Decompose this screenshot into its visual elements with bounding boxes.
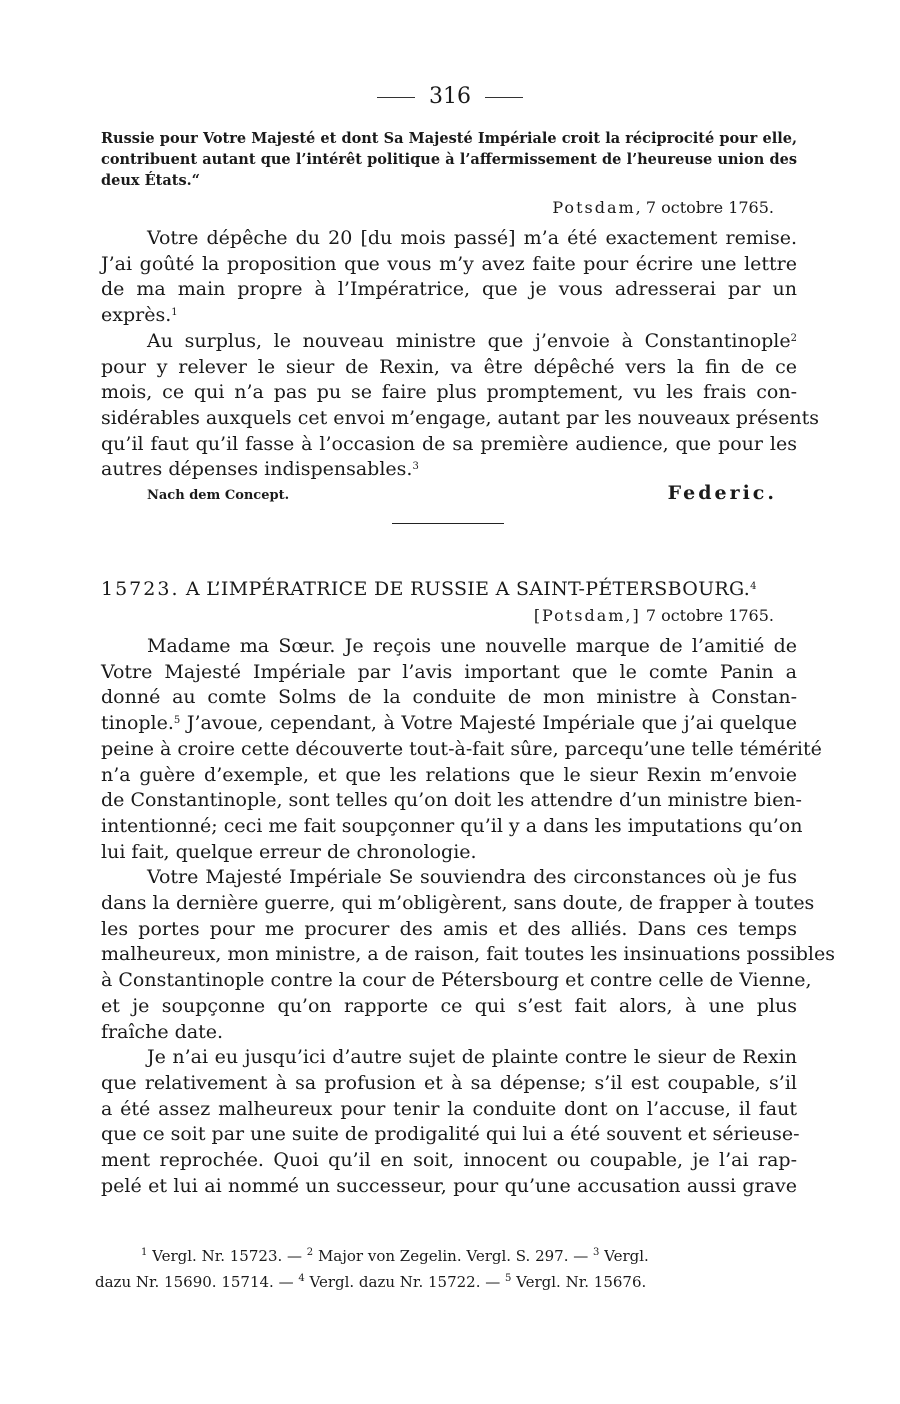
footnote-mark: 2 [790,332,797,344]
letter-heading [101,578,757,600]
dateline-2 [534,606,774,625]
body-line: n’a guère d’exemple, et que les relations que le sieur Rexin m’envoie [101,763,797,786]
body-line: peine à croire cette découverte tout-à-fait sûre, parcequ’une telle témérité [101,737,822,760]
body-line: pour y relever le sieur de Rexin, va être dépêché vers la fin de ce [101,355,797,378]
body-line: J’ai goûté la proposition que vous m’y avez faite pour écrire une lettre [101,252,797,275]
footnote-line: $^1$ Vergl. Nr. 15723. — $^2$ Major von Zegelin. Vergl. S. 297. — $^3$ Vergl. [141,1247,649,1265]
body-line: de Constantinople, sont telles qu’on doit les attendre d’un ministre bien- [101,789,802,812]
dateline-1 [552,198,774,217]
footnote-mark: 3 [412,461,419,473]
dateline-place: [Potsdam,] [533,606,641,625]
body-line: autres dépenses indispensables.$^3$ [101,458,419,481]
dateline-date: , 7 octobre 1765. [635,198,774,217]
header-rule-left [377,97,415,98]
footnote-line: dazu Nr. 15690. 15714. — $^4$ Vergl. dazu Nr. 15722. — $^5$ Vergl. Nr. 15676. [95,1273,647,1291]
footnote-mark: 1 [171,307,178,319]
body-line: et je soupçonne qu’on rapporte ce qui s’est fait alors, à une plus [101,994,797,1017]
section-divider [392,523,504,524]
body-line: tinople.$^5$ J’avoue, cependant, à Votre Majesté Impériale que j’ai quelque [101,712,797,735]
body-line: Au surplus, le nouveau ministre que j’envoie à Constantinople$^2$ [147,329,797,352]
body-line: qu’il faut qu’il fasse à l’occasion de sa première audience, que pour les [101,432,797,455]
body-line: Je n’ai eu jusqu’ici d’autre sujet de plainte contre le sieur de Rexin [147,1046,797,1069]
body-line: malheureux, mon ministre, a de raison, fait toutes les insinuations possibles [101,943,835,966]
letter-2-body [101,634,835,1199]
footnote-mark: 4 [750,581,757,592]
carryover-line: Russie pour Votre Majesté et dont Sa Majesté Impériale croit la réciprocité pour elle, [101,130,797,147]
body-line: les portes pour me procurer des amis et des alliés. Dans ces temps [101,917,797,940]
body-line: sidérables auxquels cet envoi m’engage, autant par les nouveaux présents [101,406,820,429]
body-line: exprès.$^1$ [101,304,178,327]
body-line: dans la dernière guerre, qui m’obligèrent, sans doute, de frapper à toutes [101,892,815,915]
footnote-mark: 2 [306,1247,314,1258]
footnote-mark: 5 [173,715,181,727]
body-line: donné au comte Solms de la conduite de mon ministre à Constan- [101,686,797,709]
page-number: 316 [429,84,471,109]
body-line: intentionné; ceci me fait soupçonner qu’il y a dans les imputations qu’on [101,814,803,837]
carryover-line: contribuent autant que l’intérêt politique à l’affermissement de l’heureuse union des [101,151,797,168]
letter-number: 15723. [101,578,180,600]
body-line: a été assez malheureux pour tenir la conduite dont on l’accuse, il faut [101,1097,797,1120]
body-line: Votre dépêche du 20 [du mois passé] m’a été exactement remise. [147,227,797,249]
body-line: pelé et lui ai nommé un successeur, pour qu’une accusation aussi grave [101,1174,797,1197]
footnote-mark: 3 [593,1247,600,1258]
body-line: Votre Majesté Impériale Se souviendra des circonstances où je fus [147,866,797,889]
body-line: à Constantinople contre la cour de Pétersbourg et contre celle de Vienne, [101,969,812,992]
letter-1-body [101,226,820,483]
signature: Federic. [667,482,777,504]
dateline-place: Potsdam [552,198,636,217]
footnote-mark: 1 [141,1247,148,1258]
page-header [0,84,900,109]
body-line: ment reprochée. Quoi qu’il en soit, innocent ou coupable, je l’ai rap- [101,1149,797,1172]
body-line: mois, ce qui n’a pas pu se faire plus promptement, vu les frais con- [101,381,797,404]
carryover-quote [101,128,797,191]
header-rule-right [485,97,523,98]
body-line: de ma main propre à l’Impératrice, que je vous adresserai par un [101,278,797,301]
body-line: que ce soit par une suite de prodigalité qui lui a été souvent et sérieuse- [101,1123,800,1146]
footnotes [95,1243,795,1295]
concept-note: Nach dem Concept. [147,488,290,503]
dateline-date: 7 octobre 1765. [640,606,774,625]
carryover-line: deux États.“ [101,172,200,189]
body-line: lui fait, quelque erreur de chronologie. [101,840,477,863]
body-line: Madame ma Sœur. Je reçois une nouvelle marque de l’amitié de [147,635,797,657]
body-line: que relativement à sa profusion et à sa dépense; s’il est coupable, s’il [101,1071,797,1094]
footnote-mark: 5 [505,1273,512,1284]
body-line: Votre Majesté Impériale par l’avis important que le comte Panin a [101,660,797,683]
letter-title: A L’IMPÉRATRICE DE RUSSIE A SAINT-PÉTERSBOURG. [185,578,751,600]
footnote-mark: 4 [298,1273,305,1284]
body-line: fraîche date. [101,1020,224,1043]
